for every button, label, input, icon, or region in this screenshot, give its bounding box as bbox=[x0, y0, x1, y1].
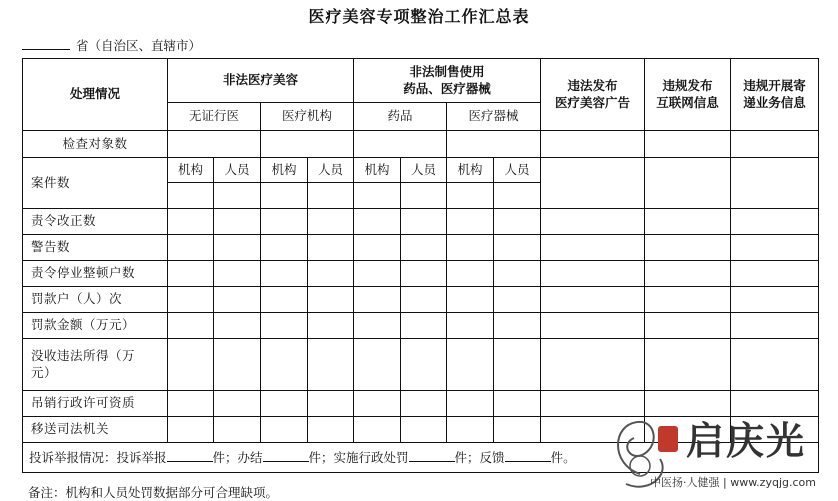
row-suspend bbox=[23, 261, 819, 287]
header-unlicensed: 无证行医 bbox=[168, 103, 261, 131]
cell[interactable] bbox=[261, 417, 308, 443]
cell[interactable] bbox=[308, 313, 354, 339]
complaint-text-4: 件；反馈 bbox=[454, 449, 505, 465]
row-label-warn: 警告数 bbox=[23, 235, 168, 261]
header-col5-line2: 递业务信息 bbox=[743, 94, 806, 110]
cell[interactable] bbox=[401, 235, 447, 261]
header-col4-line2: 互联网信息 bbox=[656, 94, 719, 110]
header-group2-line2: 药品、医疗器械 bbox=[403, 80, 491, 96]
sub-institution: 机构 bbox=[354, 158, 401, 183]
cell[interactable] bbox=[354, 287, 401, 313]
cell[interactable] bbox=[354, 209, 401, 235]
cell[interactable] bbox=[168, 131, 261, 158]
cell[interactable] bbox=[447, 261, 494, 287]
cell[interactable] bbox=[214, 313, 261, 339]
cell[interactable] bbox=[354, 261, 401, 287]
cell[interactable] bbox=[494, 313, 541, 339]
watermark-brand: 启庆光 bbox=[686, 418, 807, 463]
complaint-blank-closed[interactable] bbox=[263, 449, 309, 462]
cell[interactable] bbox=[494, 287, 541, 313]
cell[interactable] bbox=[354, 391, 401, 417]
cell[interactable] bbox=[401, 261, 447, 287]
cell[interactable] bbox=[494, 209, 541, 235]
row-label-check: 检查对象数 bbox=[23, 131, 168, 158]
cell[interactable] bbox=[308, 391, 354, 417]
cell[interactable] bbox=[494, 261, 541, 287]
cell[interactable] bbox=[447, 313, 494, 339]
cell[interactable] bbox=[354, 417, 401, 443]
province-label: 省（自治区、直辖市） bbox=[76, 38, 202, 53]
sub-institution: 机构 bbox=[261, 158, 308, 183]
cell[interactable] bbox=[214, 235, 261, 261]
sub-person: 人员 bbox=[494, 158, 541, 183]
cell[interactable] bbox=[494, 391, 541, 417]
header-row-label: 处理情况 bbox=[23, 59, 168, 131]
row-label-suspend: 责令停业整顿户数 bbox=[23, 261, 168, 287]
row-correct bbox=[23, 209, 819, 235]
cell[interactable] bbox=[401, 183, 447, 209]
cell[interactable] bbox=[447, 183, 494, 209]
cell[interactable] bbox=[447, 235, 494, 261]
cell[interactable] bbox=[354, 131, 447, 158]
cell[interactable] bbox=[731, 287, 819, 313]
row-label-correct: 责令改正数 bbox=[23, 209, 168, 235]
cell[interactable] bbox=[308, 339, 354, 391]
complaint-text-2: 件；办结 bbox=[212, 449, 263, 465]
cell[interactable] bbox=[447, 391, 494, 417]
row-label-fine-amount: 罚款金额（万元） bbox=[23, 313, 168, 339]
row-label-confiscate-line1: 没收违法所得（万 bbox=[31, 347, 136, 363]
cell[interactable] bbox=[541, 313, 645, 339]
cell[interactable] bbox=[354, 339, 401, 391]
cell[interactable] bbox=[168, 261, 214, 287]
cell[interactable] bbox=[261, 131, 354, 158]
header-internet-info bbox=[645, 59, 731, 131]
cell[interactable] bbox=[261, 339, 308, 391]
cell[interactable] bbox=[541, 339, 645, 391]
cell[interactable] bbox=[645, 235, 731, 261]
cell[interactable] bbox=[214, 417, 261, 443]
cell[interactable] bbox=[645, 131, 731, 158]
row-label-cases: 案件数 bbox=[23, 158, 168, 209]
cell[interactable] bbox=[645, 313, 731, 339]
sub-institution: 机构 bbox=[168, 158, 214, 183]
complaint-blank-penalty[interactable] bbox=[409, 449, 455, 462]
cell[interactable] bbox=[354, 313, 401, 339]
complaint-text-1: 投诉举报情况：投诉举报 bbox=[29, 449, 167, 465]
cell[interactable] bbox=[447, 209, 494, 235]
row-cases-sub bbox=[23, 158, 819, 183]
header-illegal-ads bbox=[541, 59, 645, 131]
cell[interactable] bbox=[168, 391, 214, 417]
row-confiscate bbox=[23, 339, 819, 391]
complaint-text-3: 件；实施行政处罚 bbox=[308, 449, 409, 465]
cell[interactable] bbox=[447, 287, 494, 313]
cell[interactable] bbox=[354, 183, 401, 209]
cell[interactable] bbox=[168, 183, 214, 209]
sub-person: 人员 bbox=[401, 158, 447, 183]
row-label-transfer: 移送司法机关 bbox=[23, 417, 168, 443]
watermark-subtext: 中医扬·人健强 | www.zyqjg.com bbox=[650, 476, 816, 489]
cell[interactable] bbox=[731, 131, 819, 158]
province-line bbox=[22, 36, 201, 54]
cell[interactable] bbox=[401, 313, 447, 339]
cell[interactable] bbox=[168, 235, 214, 261]
header-col4-line1: 违规发布 bbox=[662, 77, 713, 93]
complaint-blank-total[interactable] bbox=[167, 449, 213, 462]
cell[interactable] bbox=[401, 339, 447, 391]
cell[interactable] bbox=[731, 158, 819, 209]
cell[interactable] bbox=[541, 287, 645, 313]
cell[interactable] bbox=[168, 417, 214, 443]
cell[interactable] bbox=[214, 183, 261, 209]
cell[interactable] bbox=[447, 131, 541, 158]
cell[interactable] bbox=[731, 339, 819, 391]
cell[interactable] bbox=[494, 183, 541, 209]
cell[interactable] bbox=[447, 339, 494, 391]
cell[interactable] bbox=[645, 261, 731, 287]
cell[interactable] bbox=[401, 287, 447, 313]
row-warn bbox=[23, 235, 819, 261]
row-label-confiscate-line2: 元） bbox=[31, 364, 58, 380]
cell[interactable] bbox=[541, 131, 645, 158]
cell[interactable] bbox=[401, 417, 447, 443]
header-group-illegal-cosmetic: 非法医疗美容 bbox=[168, 59, 354, 103]
cell[interactable] bbox=[494, 417, 541, 443]
row-label-fine-count: 罚款户（人）次 bbox=[23, 287, 168, 313]
cell[interactable] bbox=[731, 261, 819, 287]
cell[interactable] bbox=[261, 209, 308, 235]
header-col3-line1: 违法发布 bbox=[567, 77, 618, 93]
header-row-1 bbox=[23, 59, 819, 103]
cell[interactable] bbox=[261, 235, 308, 261]
header-col5-line1: 违规开展寄 bbox=[743, 77, 806, 93]
cell[interactable] bbox=[541, 235, 645, 261]
header-group2-line1: 非法制售使用 bbox=[409, 63, 485, 79]
header-delivery-info bbox=[731, 59, 819, 131]
row-check bbox=[23, 131, 819, 158]
cell[interactable] bbox=[168, 313, 214, 339]
cell[interactable] bbox=[214, 287, 261, 313]
cell[interactable] bbox=[494, 235, 541, 261]
cell[interactable] bbox=[541, 209, 645, 235]
sub-person: 人员 bbox=[308, 158, 354, 183]
cell[interactable] bbox=[214, 339, 261, 391]
sub-institution: 机构 bbox=[447, 158, 494, 183]
cell[interactable] bbox=[731, 313, 819, 339]
row-label-confiscate bbox=[23, 339, 168, 391]
cell[interactable] bbox=[214, 209, 261, 235]
cell[interactable] bbox=[168, 339, 214, 391]
province-blank[interactable] bbox=[22, 37, 70, 50]
cell[interactable] bbox=[168, 287, 214, 313]
header-drugs: 药品 bbox=[354, 103, 447, 131]
cell[interactable] bbox=[261, 313, 308, 339]
cell[interactable] bbox=[214, 261, 261, 287]
cell[interactable] bbox=[308, 183, 354, 209]
watermark-seal-icon bbox=[658, 426, 678, 452]
cell[interactable] bbox=[645, 158, 731, 209]
cell[interactable] bbox=[401, 209, 447, 235]
cell[interactable] bbox=[261, 183, 308, 209]
cell[interactable] bbox=[731, 235, 819, 261]
cell[interactable] bbox=[645, 287, 731, 313]
cell[interactable] bbox=[214, 391, 261, 417]
row-fine-count bbox=[23, 287, 819, 313]
cell[interactable] bbox=[261, 287, 308, 313]
cell[interactable] bbox=[308, 261, 354, 287]
cell[interactable] bbox=[401, 391, 447, 417]
cell[interactable] bbox=[308, 287, 354, 313]
cell[interactable] bbox=[308, 417, 354, 443]
sub-person: 人员 bbox=[214, 158, 261, 183]
cell[interactable] bbox=[541, 261, 645, 287]
cell[interactable] bbox=[308, 235, 354, 261]
cell[interactable] bbox=[645, 209, 731, 235]
cell[interactable] bbox=[261, 391, 308, 417]
complaint-text-5: 件。 bbox=[550, 449, 576, 465]
complaint-blank-feedback[interactable] bbox=[505, 449, 551, 462]
cell[interactable] bbox=[261, 261, 308, 287]
cell[interactable] bbox=[447, 417, 494, 443]
page-title: 医疗美容专项整治工作汇总表 bbox=[308, 7, 530, 26]
row-label-revoke: 吊销行政许可资质 bbox=[23, 391, 168, 417]
header-devices: 医疗器械 bbox=[447, 103, 541, 131]
footnote: 备注：机构和人员处罚数据部分可合理缺项。 bbox=[28, 485, 279, 500]
cell[interactable] bbox=[645, 339, 731, 391]
cell[interactable] bbox=[494, 339, 541, 391]
cell[interactable] bbox=[731, 209, 819, 235]
header-medical-institution: 医疗机构 bbox=[261, 103, 354, 131]
row-fine-amount bbox=[23, 313, 819, 339]
cell[interactable] bbox=[168, 209, 214, 235]
cell[interactable] bbox=[541, 158, 645, 209]
header-col3-line2: 医疗美容广告 bbox=[555, 94, 631, 110]
header-group-illegal-drugs bbox=[354, 59, 541, 103]
cell[interactable] bbox=[354, 235, 401, 261]
cell[interactable] bbox=[308, 209, 354, 235]
